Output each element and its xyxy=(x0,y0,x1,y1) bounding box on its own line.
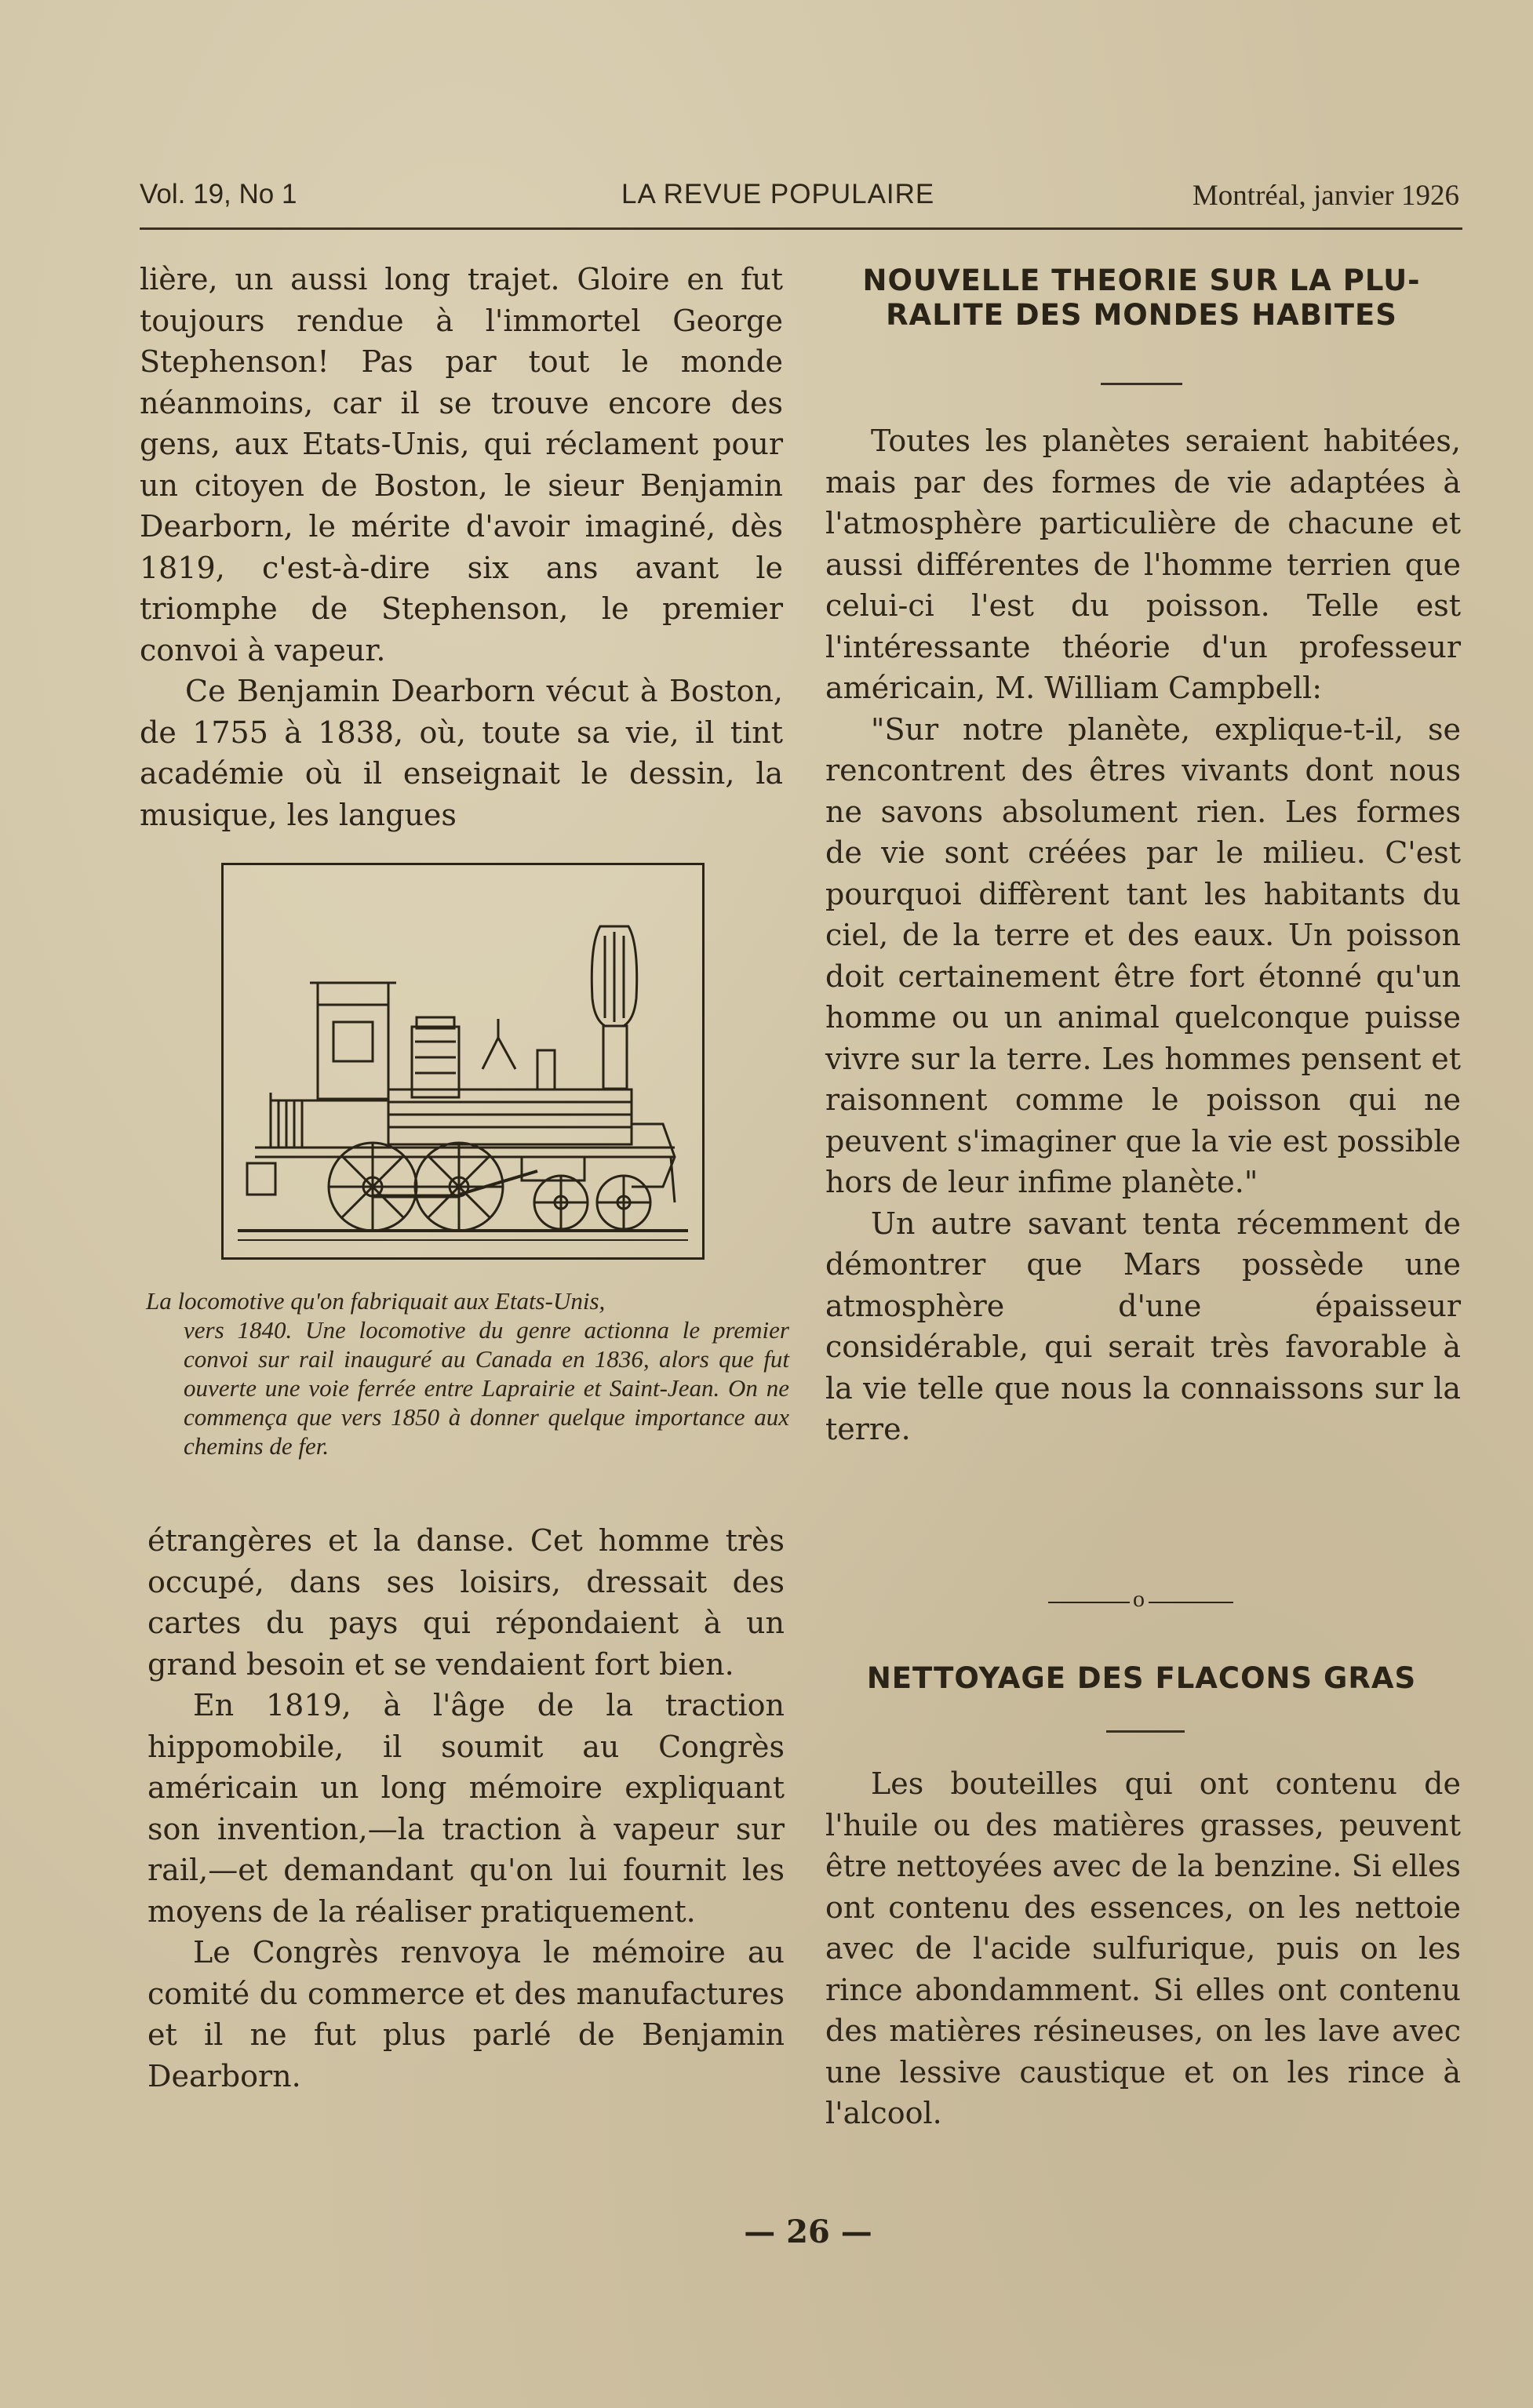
separator-line xyxy=(1048,1602,1130,1603)
right-column-article-2 xyxy=(825,1763,1461,2134)
masthead: LA REVUE POPULAIRE xyxy=(621,179,935,209)
paragraph: étrangères et la danse. Cet homme très occupé, dans ses loisirs, dressait des cartes du pays qui répondaient à un grand besoin et se vendaient fort bien. xyxy=(147,1523,785,1682)
locomotive-figure xyxy=(221,863,705,1260)
headline-line: NOUVELLE THEORIE SUR LA PLU- xyxy=(862,264,1421,297)
headline-rule xyxy=(1101,383,1182,385)
left-column-top xyxy=(140,259,783,835)
caption-text: vers 1840. Une locomotive du genre actionna le premier convoi sur rail inauguré au Canada en 1836, alors que fut ouverte une voie ferrée entre Laprairie et Saint-Jean. On ne commença que vers 1850 à donner quelque importance aux chemins de fer. xyxy=(184,1316,789,1460)
paragraph: lière, un aussi long trajet. Gloire en fut toujours rendue à l'immortel George Stephenson! Pas par tout le monde néanmoins, car il se trouve encore des gens, aux Etats-Unis, qui réclament pour un citoyen de Boston, le sieur Benjamin Dearborn, le mérite d'avoir imaginé, dès 1819, c'est-à-dire six ans avant le triomphe de Stephenson, le premier convoi à vapeur. xyxy=(140,262,783,667)
paragraph: Ce Benjamin Dearborn vécut à Boston, de 1755 à 1838, où, toute sa vie, il tint académie où il enseignait le dessin, la musique, les langues xyxy=(140,674,783,832)
volume-number: Vol. 19, No 1 xyxy=(140,179,297,209)
paragraph: En 1819, à l'âge de la traction hippomobile, il soumit au Congrès américain un long mémoire expliquant son invention,—la traction à vapeur sur rail,—et demandant qu'on lui fournit les moyens de la réaliser pratiquement. xyxy=(147,1688,785,1929)
left-column-bottom xyxy=(147,1520,785,2097)
separator-line xyxy=(1149,1602,1233,1603)
article-headline xyxy=(816,264,1467,333)
issue-date: Montréal, janvier 1926 xyxy=(1192,180,1459,212)
headline-line: RALITE DES MONDES HABITES xyxy=(886,298,1397,332)
paragraph: "Sur notre planète, explique-t-il, se rencontrent des êtres vivants dont nous ne savons absolument rien. Les formes de vie sont créées par le milieu. C'est pourquoi diffèrent tant les habitants du ciel, de la terre et des eaux. Un poisson doit certainement être fort étonné qu'un homme ou un animal quelconque puisse vivre sur la terre. Les hommes pensent et raisonnent comme le poisson qui ne peuvent s'imaginer que la vie est possible hors de leur infime planète." xyxy=(825,711,1461,1199)
paragraph: Le Congrès renvoya le mémoire au comité du commerce et des manufactures et il ne fut plus parlé de Benjamin Dearborn. xyxy=(147,1935,785,2093)
paragraph: Un autre savant tenta récemment de démontrer que Mars possède une atmosphère d'une épaisseur considérable, qui serait très favorable à la vie telle que nous la connaissons sur la terre. xyxy=(825,1206,1461,1446)
locomotive-illustration-icon xyxy=(224,865,702,1257)
headline-rule xyxy=(1106,1730,1185,1733)
page-header xyxy=(140,179,1459,216)
page-number: — 26 — xyxy=(744,2213,872,2250)
paragraph: Les bouteilles qui ont contenu de l'huile ou des matières grasses, peuvent être nettoyées avec de la benzine. Si elles ont contenu des essences, on les nettoie avec de l'acide sulfurique, puis on les rince abondamment. Si elles ont contenu des matières résineuses, on les lave avec une lessive caustique et on les rince à l'alcool. xyxy=(825,1766,1461,2130)
header-rule xyxy=(140,227,1462,230)
article-headline: NETTOYAGE DES FLACONS GRAS xyxy=(866,1661,1417,1695)
separator-mark: o xyxy=(1133,1586,1145,1612)
figure-caption xyxy=(146,1286,789,1460)
caption-first-line: La locomotive qu'on fabriquait aux Etats-Unis, xyxy=(146,1287,606,1315)
right-column-article-1 xyxy=(825,420,1461,1450)
article-separator xyxy=(1048,1586,1236,1617)
paragraph: Toutes les planètes seraient habitées, mais par des formes de vie adaptées à l'atmosphère particulière de chacune et aussi différentes de l'homme terrien que celui-ci l'est du poisson. Telle est l'intéressante théorie d'un professeur américain, M. William Campbell: xyxy=(825,424,1461,705)
